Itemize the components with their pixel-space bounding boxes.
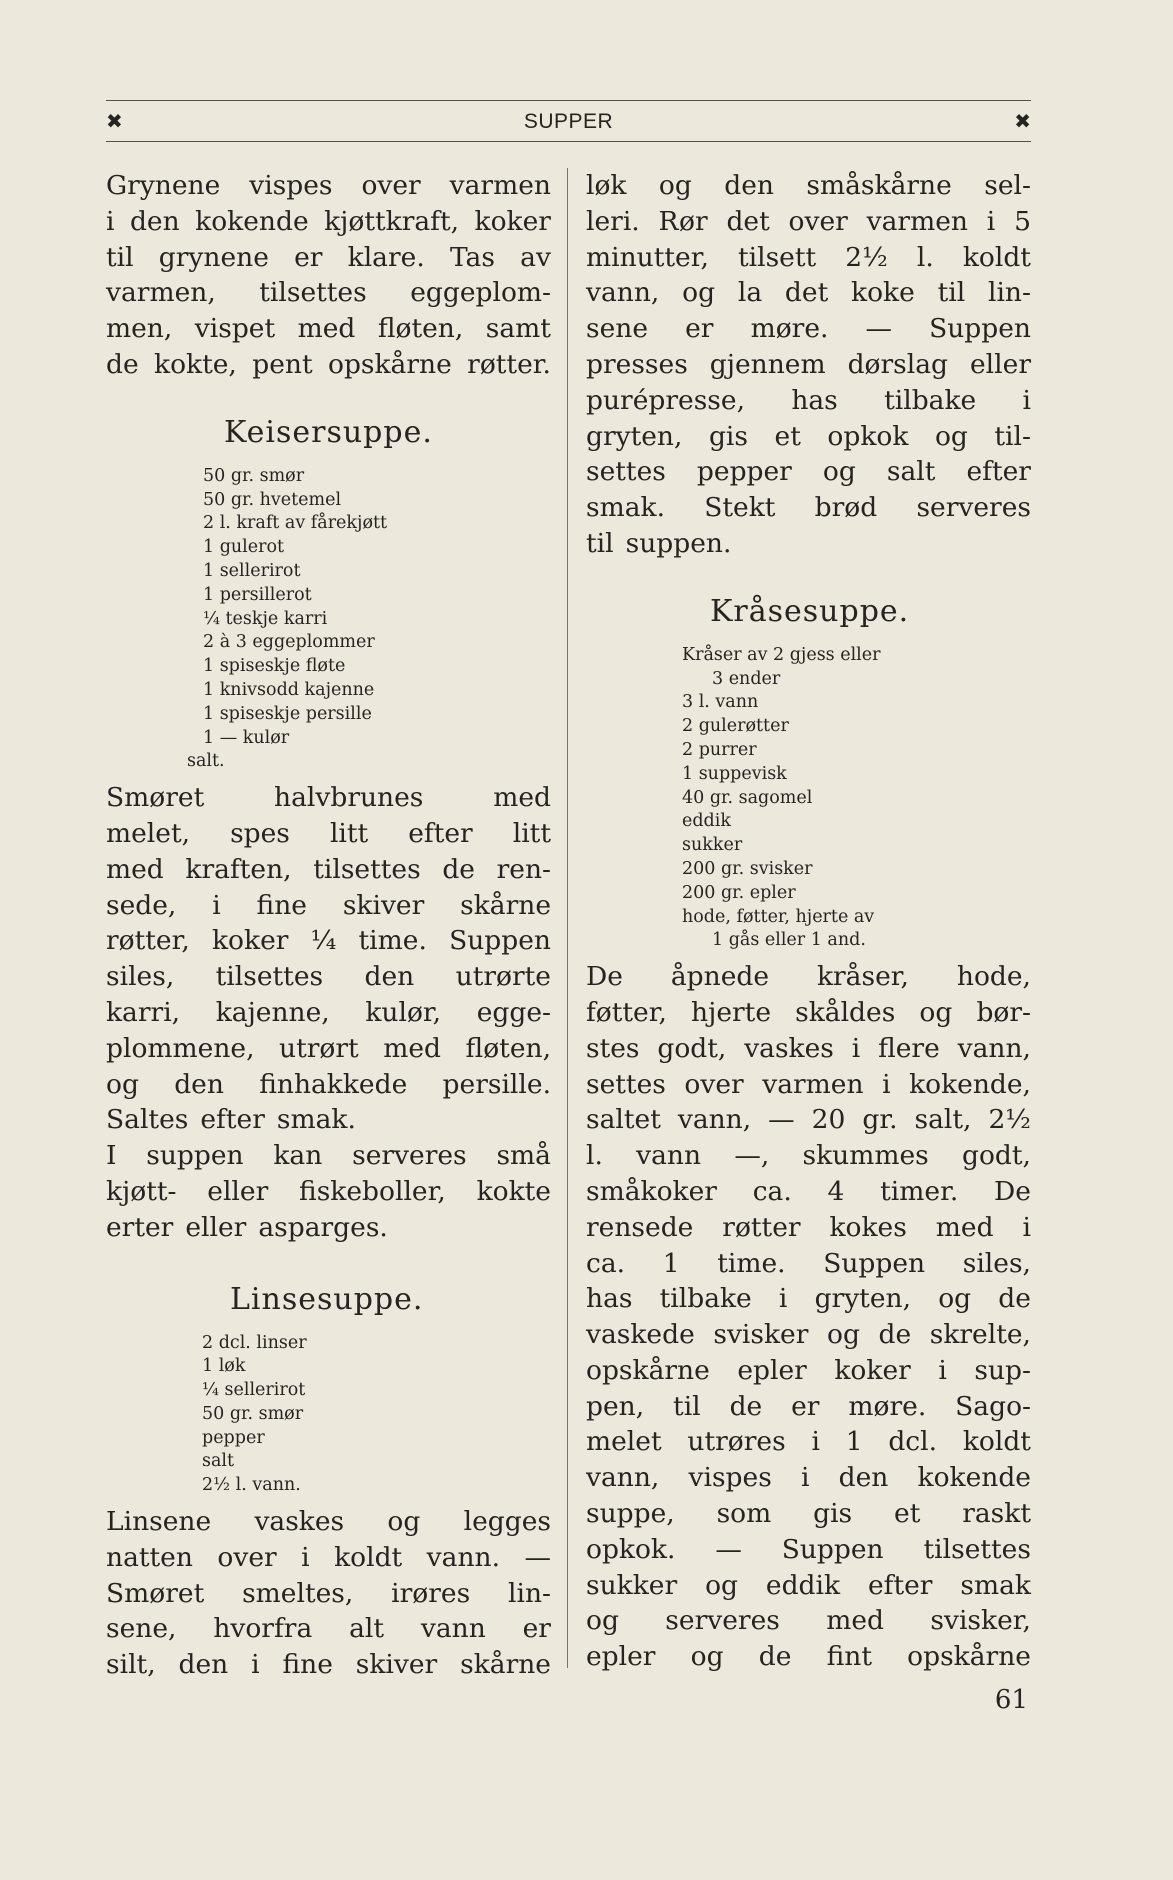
text-line: smak. Stekt brød serveres [586, 492, 1031, 524]
ingredient-item: 1 gås eller 1 and. [712, 930, 866, 951]
text-line: melet utrøres i 1 dcl. koldt [586, 1426, 1031, 1458]
method-linsesuppe-continued [586, 168, 1031, 562]
text-line: pen, til de er møre. Sago- [586, 1390, 1031, 1422]
text-line: has tilbake i gryten, og de [586, 1283, 1031, 1315]
right-column [586, 168, 1031, 1675]
text-line: røtter, koker ¼ time. Suppen [106, 925, 551, 957]
text-line: silt, den i fine skiver skårne [106, 1649, 551, 1681]
text-line: ca. 1 time. Suppen siles, [586, 1247, 1031, 1279]
text-line: Saltes efter smak. [106, 1104, 356, 1136]
text-line: sede, i fine skiver skårne [106, 889, 551, 921]
ingredient-item: 1 løk [202, 1356, 246, 1377]
ingredient-item: 40 gr. sagomel [682, 787, 813, 808]
text-line: karri, kajenne, kulør, egge- [106, 996, 551, 1028]
ingredient-list-keisersuppe [106, 465, 551, 774]
ingredient-list-linsesuppe [106, 1332, 551, 1499]
ingredient-item: 50 gr. hvetemel [203, 489, 342, 510]
text-line: stes godt, vaskes i flere vann, [586, 1032, 1031, 1064]
text-line: purépresse, has tilbake i [586, 384, 1031, 416]
header-ornament-left: ✖ [106, 109, 123, 133]
text-line: opkok. — Suppen tilsettes [586, 1533, 1031, 1565]
text-line: med kraften, tilsettes de ren- [106, 853, 551, 885]
text-line: i den kokende kjøttkraft, koker [106, 205, 551, 237]
ingredient-item: 2 purrer [682, 739, 757, 760]
text-line: men, vispet med fløten, samt [106, 313, 551, 345]
column-divider [567, 168, 568, 1668]
ingredient-item: 1 spiseskje persille [203, 703, 372, 724]
ingredient-item: 200 gr. epler [682, 882, 796, 903]
text-line: Linsene vaskes og legges [106, 1506, 551, 1538]
ingredient-item: 2 dcl. linser [202, 1332, 307, 1353]
method-kraasesuppe [586, 959, 1031, 1675]
ingredient-item: salt. [187, 751, 225, 772]
text-line: melet, spes litt efter litt [106, 817, 551, 849]
ingredient-item: salt [202, 1451, 235, 1472]
ingredient-item: 2 à 3 eggeplommer [203, 632, 375, 653]
running-header [106, 100, 1031, 142]
ingredient-item: 1 knivsodd kajenne [203, 679, 375, 700]
text-line: rensede røtter kokes med i [586, 1211, 1031, 1243]
text-line: sukker og eddik efter smak [586, 1569, 1031, 1601]
intro-paragraph [106, 168, 551, 383]
text-line: leri. Rør det over varmen i 5 [586, 205, 1031, 237]
ingredient-item: hode, føtter, hjerte av [682, 906, 875, 927]
method-linsesuppe [106, 1504, 551, 1683]
text-line: føtter, hjerte skåldes og bør- [586, 996, 1031, 1028]
ingredient-item: 50 gr. smør [202, 1403, 304, 1424]
ingredient-item: 1 gulerot [203, 537, 285, 558]
running-title: SUPPER [523, 110, 614, 133]
text-line: settes over varmen i kokende, [586, 1068, 1031, 1100]
ingredient-item: 1 sellerirot [203, 560, 301, 581]
ingredient-item: sukker [682, 835, 743, 856]
ingredient-item: ¼ sellerirot [202, 1380, 306, 1401]
text-line: vaskede svisker og de skrelte, [586, 1319, 1031, 1351]
ingredient-item: 1 persillerot [203, 584, 312, 605]
text-line: Smøret smeltes, irøres lin- [106, 1577, 551, 1609]
ingredient-item: 3 ender [712, 668, 781, 689]
text-line: natten over i koldt vann. — [106, 1541, 551, 1573]
text-line: sene, hvorfra alt vann er [106, 1613, 551, 1645]
text-line: småkoker ca. 4 timer. De [586, 1175, 1031, 1207]
text-line: og den finhakkede persille. [106, 1068, 551, 1100]
text-line: Smøret halvbrunes med [106, 782, 551, 814]
ingredient-item: Kråser av 2 gjess eller [682, 644, 881, 665]
ingredient-item: eddik [682, 811, 731, 832]
ingredient-item: 2 gulerøtter [682, 716, 789, 737]
text-line: settes pepper og salt efter [586, 456, 1031, 488]
text-line: gryten, gis et opkok og til- [586, 420, 1031, 452]
ingredient-item: 200 gr. svisker [682, 858, 813, 879]
text-line: epler og de fint opskårne [586, 1641, 1031, 1673]
text-line: og serveres med svisker, [586, 1605, 1031, 1637]
recipe-title-kraasesuppe: Kråsesuppe. [710, 593, 910, 629]
left-column [106, 168, 551, 1683]
header-ornament-right: ✖ [1014, 109, 1031, 133]
recipe-title-keisersuppe: Keisersuppe. [224, 414, 433, 450]
text-line: De åpnede kråser, hode, [586, 961, 1031, 993]
text-line: l. vann —, skummes godt, [586, 1140, 1031, 1172]
ingredient-item: pepper [202, 1427, 265, 1448]
text-line: varmen, tilsettes eggeplom- [106, 277, 551, 309]
recipe-title-linsesuppe: Linsesuppe. [230, 1281, 424, 1317]
text-line: til suppen. [586, 527, 732, 559]
text-line: kjøtt- eller fiskeboller, kokte [106, 1175, 551, 1207]
text-line: saltet vann, — 20 gr. salt, 2½ [586, 1104, 1031, 1136]
text-line: sene er møre. — Suppen [586, 313, 1031, 345]
text-line: minutter, tilsett 2½ l. koldt [586, 241, 1031, 273]
text-line: til grynene er klare. Tas av [106, 241, 551, 273]
ingredient-item: ¼ teskje karri [203, 608, 328, 629]
page-number: 61 [994, 1685, 1028, 1715]
ingredient-item: 3 l. vann [682, 692, 759, 713]
ingredient-item: 1 — kulør [203, 727, 290, 748]
text-line: opskårne epler koker i sup- [586, 1354, 1031, 1386]
text-line: siles, tilsettes den utrørte [106, 961, 551, 993]
text-line: plommene, utrørt med fløten, [106, 1032, 551, 1064]
ingredient-item: 1 suppevisk [682, 763, 787, 784]
text-line: de kokte, pent opskårne røtter. [106, 348, 551, 380]
text-line: Grynene vispes over varmen [106, 170, 551, 201]
ingredient-item: 50 gr. smør [203, 465, 305, 486]
text-line: erter eller asparges. [106, 1211, 388, 1243]
ingredient-item: 2½ l. vann. [202, 1475, 301, 1496]
method-keisersuppe [106, 780, 551, 1245]
ingredient-item: 1 spiseskje fløte [203, 656, 346, 677]
ingredient-list-kraasesuppe [586, 644, 1031, 953]
text-line: vann, og la det koke til lin- [586, 277, 1031, 309]
text-line: I suppen kan serveres små [106, 1140, 551, 1172]
ingredient-item: 2 l. kraft av fårekjøtt [203, 513, 388, 534]
text-line: suppe, som gis et raskt [586, 1498, 1031, 1530]
text-line: vann, vispes i den kokende [586, 1462, 1031, 1494]
text-line: løk og den småskårne sel- [586, 170, 1031, 201]
text-line: presses gjennem dørslag eller [586, 348, 1031, 380]
